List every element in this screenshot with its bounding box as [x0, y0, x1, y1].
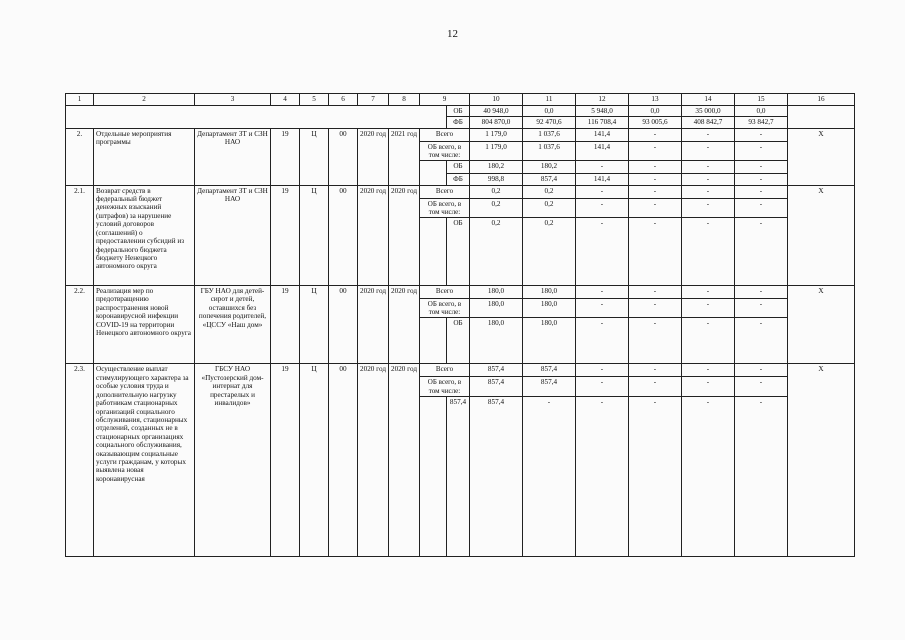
- budget-table-body: [66, 94, 855, 557]
- funding-source: ОБ: [447, 218, 470, 286]
- amount-cell: -: [629, 218, 682, 286]
- column-header-3: 3: [195, 94, 271, 106]
- amount-cell: 857,4: [523, 377, 576, 396]
- amount-cell: 0,0: [629, 106, 682, 117]
- amount-cell: -: [576, 161, 629, 174]
- amount-cell: -: [682, 128, 735, 141]
- amount-cell: -: [629, 128, 682, 141]
- funding-source: 857,4: [447, 396, 470, 556]
- amount-cell: -: [576, 185, 629, 198]
- amount-cell: -: [576, 218, 629, 286]
- amount-cell: -: [576, 377, 629, 396]
- amount-cell: -: [682, 174, 735, 185]
- amount-cell: -: [735, 364, 788, 377]
- spacer-cell: [420, 396, 447, 556]
- budget-code-4: 19: [271, 128, 300, 185]
- col16-mark: Х: [788, 185, 855, 285]
- amount-cell: -: [682, 396, 735, 556]
- spacer-cell: [420, 161, 447, 185]
- budget-code-6: 00: [329, 185, 358, 285]
- amount-cell: 857,4: [523, 364, 576, 377]
- amount-cell: -: [576, 198, 629, 217]
- amount-cell: 0,0: [735, 106, 788, 117]
- funding-label: Всего: [420, 286, 470, 299]
- amount-cell: 180,0: [523, 299, 576, 318]
- budget-code-5: Ц: [300, 128, 329, 185]
- amount-cell: 93 842,7: [735, 117, 788, 128]
- section-row: [66, 364, 855, 377]
- responsible-executor: Департамент ЗТ и СЗН НАО: [195, 185, 271, 285]
- col16-empty: [788, 106, 855, 129]
- amount-cell: 1 179,0: [470, 128, 523, 141]
- budget-code-4: 19: [271, 286, 300, 364]
- col16-mark: Х: [788, 128, 855, 185]
- funding-label: ОБ всего, в том числе:: [420, 141, 470, 160]
- amount-cell: -: [682, 141, 735, 160]
- budget-table: [65, 93, 855, 557]
- funding-source: ОБ: [447, 318, 470, 364]
- amount-cell: -: [629, 396, 682, 556]
- section-row: [66, 128, 855, 141]
- amount-cell: -: [682, 318, 735, 364]
- column-header-2: 2: [94, 94, 195, 106]
- amount-cell: 180,2: [523, 161, 576, 174]
- amount-cell: -: [629, 364, 682, 377]
- amount-cell: -: [682, 286, 735, 299]
- amount-cell: -: [576, 318, 629, 364]
- amount-cell: -: [735, 185, 788, 198]
- amount-cell: -: [682, 364, 735, 377]
- amount-cell: -: [682, 185, 735, 198]
- funding-label: Всего: [420, 364, 470, 377]
- amount-cell: 408 842,7: [682, 117, 735, 128]
- amount-cell: 857,4: [470, 396, 523, 556]
- section-name: Реализация мер по предотвращению распространения новой коронавирусной инфекции COVID-19 на территории Ненецкого автономного округа: [94, 286, 195, 364]
- amount-cell: 180,0: [523, 286, 576, 299]
- amount-cell: -: [682, 218, 735, 286]
- amount-cell: 40 948,0: [470, 106, 523, 117]
- empty-cell: [66, 106, 447, 129]
- amount-cell: -: [735, 198, 788, 217]
- column-header-8: 8: [389, 94, 420, 106]
- amount-cell: 116 708,4: [576, 117, 629, 128]
- amount-cell: -: [523, 396, 576, 556]
- amount-cell: -: [735, 161, 788, 174]
- funding-label: ОБ всего, в том числе:: [420, 377, 470, 396]
- funding-label: ОБ всего, в том числе:: [420, 299, 470, 318]
- amount-cell: 180,2: [470, 161, 523, 174]
- column-header-12: 12: [576, 94, 629, 106]
- section-name: Отдельные мероприятия программы: [94, 128, 195, 185]
- column-header-14: 14: [682, 94, 735, 106]
- amount-cell: -: [629, 161, 682, 174]
- end-year: 2021 год: [389, 128, 420, 185]
- carryover-row: [66, 106, 855, 117]
- column-header-13: 13: [629, 94, 682, 106]
- amount-cell: -: [629, 286, 682, 299]
- column-header-7: 7: [358, 94, 389, 106]
- column-header-6: 6: [329, 94, 358, 106]
- amount-cell: 1 179,0: [470, 141, 523, 160]
- budget-code-5: Ц: [300, 185, 329, 285]
- amount-cell: 0,2: [523, 218, 576, 286]
- section-row: [66, 185, 855, 198]
- amount-cell: -: [735, 128, 788, 141]
- amount-cell: 180,0: [470, 318, 523, 364]
- amount-cell: 1 037,6: [523, 141, 576, 160]
- funding-label: Всего: [420, 128, 470, 141]
- amount-cell: 0,2: [470, 218, 523, 286]
- responsible-executor: ГБСУ НАО «Пустозерский дом-интернат для престарелых и инвалидов»: [195, 364, 271, 556]
- amount-cell: 180,0: [470, 286, 523, 299]
- amount-cell: 1 037,6: [523, 128, 576, 141]
- amount-cell: 804 870,0: [470, 117, 523, 128]
- amount-cell: -: [629, 299, 682, 318]
- section-row: [66, 286, 855, 299]
- column-header-10: 10: [470, 94, 523, 106]
- section-number: 2.2.: [66, 286, 94, 364]
- funding-label: Всего: [420, 185, 470, 198]
- amount-cell: 0,0: [523, 106, 576, 117]
- amount-cell: -: [735, 299, 788, 318]
- end-year: 2020 год: [389, 286, 420, 364]
- amount-cell: -: [576, 364, 629, 377]
- amount-cell: -: [629, 174, 682, 185]
- amount-cell: 998,8: [470, 174, 523, 185]
- amount-cell: -: [576, 299, 629, 318]
- amount-cell: -: [735, 141, 788, 160]
- amount-cell: -: [682, 377, 735, 396]
- amount-cell: -: [735, 377, 788, 396]
- amount-cell: -: [735, 286, 788, 299]
- amount-cell: 0,2: [470, 198, 523, 217]
- amount-cell: 857,4: [470, 364, 523, 377]
- amount-cell: 141,4: [576, 128, 629, 141]
- amount-cell: -: [735, 396, 788, 556]
- column-header-5: 5: [300, 94, 329, 106]
- amount-cell: -: [682, 198, 735, 217]
- responsible-executor: Департамент ЗТ и СЗН НАО: [195, 128, 271, 185]
- end-year: 2020 год: [389, 185, 420, 285]
- budget-code-5: Ц: [300, 364, 329, 556]
- amount-cell: -: [629, 198, 682, 217]
- funding-source: ФБ: [447, 174, 470, 185]
- amount-cell: 35 000,0: [682, 106, 735, 117]
- start-year: 2020 год: [358, 286, 389, 364]
- funding-source: ОБ: [447, 106, 470, 117]
- amount-cell: -: [629, 141, 682, 160]
- amount-cell: 0,2: [523, 198, 576, 217]
- end-year: 2020 год: [389, 364, 420, 556]
- amount-cell: 141,4: [576, 141, 629, 160]
- section-number: 2.3.: [66, 364, 94, 556]
- amount-cell: 180,0: [523, 318, 576, 364]
- funding-label: ОБ всего, в том числе:: [420, 198, 470, 217]
- amount-cell: -: [576, 396, 629, 556]
- spacer-cell: [420, 218, 447, 286]
- start-year: 2020 год: [358, 364, 389, 556]
- budget-code-6: 00: [329, 286, 358, 364]
- header-row: [66, 94, 855, 106]
- column-header-11: 11: [523, 94, 576, 106]
- amount-cell: 5 948,0: [576, 106, 629, 117]
- amount-cell: 857,4: [470, 377, 523, 396]
- section-name: Возврат средств в федеральный бюджет денежных взысканий (штрафов) за нарушение условий договоров (соглашений) о предоставлении субсидий из федерального бюджета бюджету Ненецкого автономного округа: [94, 185, 195, 285]
- amount-cell: 0,2: [523, 185, 576, 198]
- amount-cell: -: [682, 299, 735, 318]
- budget-code-6: 00: [329, 364, 358, 556]
- section-name: Осуществление выплат стимулирующего характера за особые условия труда и дополнительную нагрузку работникам стационарных организаций социального обслуживания, стационарных отделений, созданных не в стационарных организациях социального обслуживания, оказывающим социальные услуги гражданам, у которых выявлена новая коронавирусная: [94, 364, 195, 556]
- amount-cell: -: [735, 318, 788, 364]
- col16-mark: Х: [788, 286, 855, 364]
- amount-cell: -: [682, 161, 735, 174]
- section-number: 2.1.: [66, 185, 94, 285]
- amount-cell: 180,0: [470, 299, 523, 318]
- funding-source: ФБ: [447, 117, 470, 128]
- amount-cell: -: [735, 218, 788, 286]
- col16-mark: Х: [788, 364, 855, 556]
- budget-code-6: 00: [329, 128, 358, 185]
- column-header-16: 16: [788, 94, 855, 106]
- start-year: 2020 год: [358, 128, 389, 185]
- amount-cell: 857,4: [523, 174, 576, 185]
- amount-cell: 0,2: [470, 185, 523, 198]
- column-header-15: 15: [735, 94, 788, 106]
- budget-code-4: 19: [271, 185, 300, 285]
- amount-cell: -: [735, 174, 788, 185]
- column-header-9: 9: [420, 94, 470, 106]
- budget-code-5: Ц: [300, 286, 329, 364]
- amount-cell: 92 470,6: [523, 117, 576, 128]
- amount-cell: 141,4: [576, 174, 629, 185]
- amount-cell: -: [629, 377, 682, 396]
- amount-cell: -: [629, 185, 682, 198]
- column-header-4: 4: [271, 94, 300, 106]
- page-number: 12: [447, 28, 458, 40]
- section-number: 2.: [66, 128, 94, 185]
- budget-code-4: 19: [271, 364, 300, 556]
- amount-cell: -: [576, 286, 629, 299]
- amount-cell: -: [629, 318, 682, 364]
- spacer-cell: [420, 318, 447, 364]
- responsible-executor: ГБУ НАО для детей-сирот и детей, оставшихся без попечения родителей, «ЦССУ «Наш дом»: [195, 286, 271, 364]
- start-year: 2020 год: [358, 185, 389, 285]
- amount-cell: 93 005,6: [629, 117, 682, 128]
- column-header-1: 1: [66, 94, 94, 106]
- funding-source: ОБ: [447, 161, 470, 174]
